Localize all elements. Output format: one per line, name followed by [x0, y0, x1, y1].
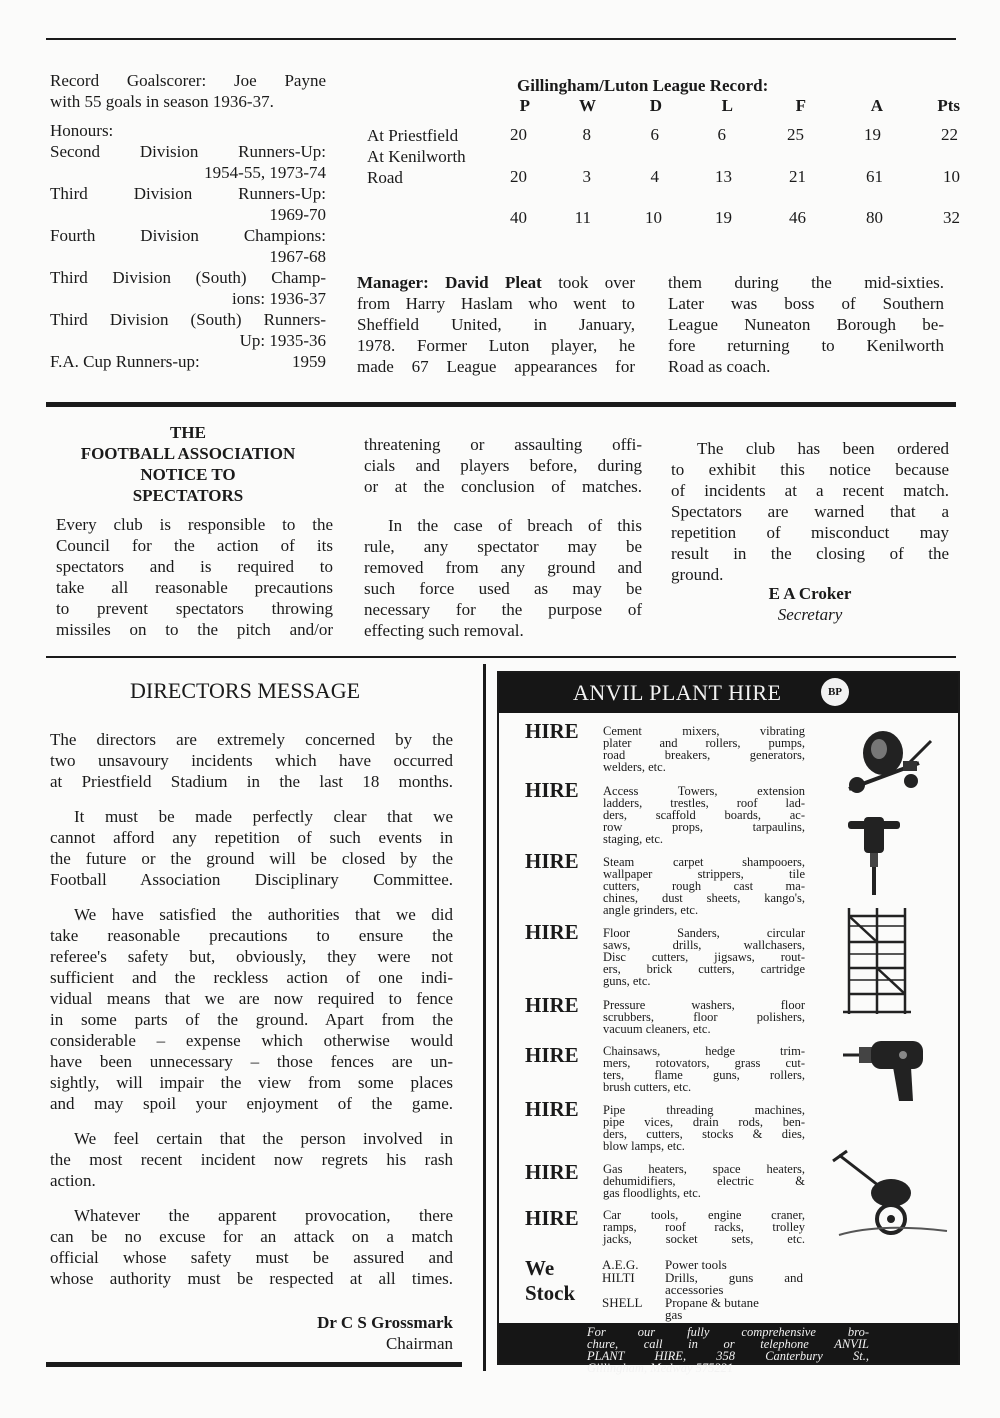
- hire-item: Pressure washers, floor scrubbers, floor polishers, vacuum cleaners, etc.: [603, 998, 805, 1036]
- manager-label: Manager:: [357, 273, 429, 292]
- stock-item: A.E.G. Power tools: [602, 1257, 727, 1272]
- fa-notice-col-1: Every club is responsible to the Council for the action of its spectators and is required to take all reasonable precautions to prevent spectators throwing missiles on to the pitch and/or: [56, 515, 333, 639]
- column-divider: [483, 664, 486, 1371]
- col-header: F: [795, 96, 806, 115]
- scaffold-icon: [841, 906, 913, 1016]
- table-cell: 19: [715, 208, 732, 227]
- hire-label: HIRE: [525, 1206, 579, 1230]
- table-cell: 40: [510, 208, 527, 227]
- section-divider: [46, 402, 956, 407]
- directors-heading: DIRECTORS MESSAGE: [130, 678, 361, 703]
- table-cell: 3: [582, 167, 591, 186]
- rotovator-icon: [819, 1149, 949, 1239]
- hire-label: HIRE: [525, 1097, 579, 1121]
- col-header: W: [579, 96, 596, 115]
- hire-item: Pipe threading machines, pipe vices, drain rods, ben- ders, cutters, stocks & dies, blow lamps, etc.: [603, 1103, 805, 1153]
- hire-item: Chainsaws, hedge trim- mers, rotovators, grass cut- ters, flame guns, rollers, brush cutters, etc.: [603, 1044, 805, 1094]
- table-cell: 20: [510, 167, 527, 186]
- table-cell: 80: [866, 208, 883, 227]
- top-rule: [46, 38, 956, 40]
- paragraph: We feel certain that the person involved in the most recent incident now regrets his rash action.: [50, 1129, 453, 1190]
- hire-item: Gas heaters, space heaters, dehumidifiers, electric & gas floodlights, etc.: [603, 1162, 805, 1200]
- hire-label: HIRE: [525, 719, 579, 743]
- col-header: Pts: [937, 96, 960, 115]
- record-section: [50, 70, 326, 372]
- table-cell: 25: [787, 125, 804, 144]
- paragraph: We have satisfied the authorities that we did take reasonable precautions to ensure the referee's safety but, obviously, they were not sufficient and the reckless action of one indi- vidual means that we are now required to fence in some parts of the ground. Apart from the considerable – expense which otherwise would have been unnecessary – those fences are un- sightly, will impair the view from some places and may spoil your enjoyment of the game.: [50, 905, 453, 1113]
- paragraph: Whatever the apparent provocation, there can be no excuse for an attack on a match official whose safety must be assured and whose authority must be respected at all times.: [50, 1206, 453, 1288]
- table-cell: 13: [715, 167, 732, 186]
- directors-signatory: Dr C S Grossmark: [317, 1313, 453, 1332]
- drill-icon: [841, 1033, 929, 1105]
- hire-item: Floor Sanders, circular saws, drills, wallchasers, Disc cutters, jigsaws, rout- ers, brick cutters, cartridge guns, etc.: [603, 926, 805, 988]
- hire-label: HIRE: [525, 849, 579, 873]
- venue-label: At Kenilworth: [367, 147, 466, 166]
- honour-item: Third Division (South) Runners- Up: 1935-36: [50, 310, 326, 350]
- honour-item: Fourth Division Champions: 1967-68: [50, 226, 326, 266]
- col-header: A: [870, 96, 883, 115]
- fa-signatory: E A Croker: [768, 584, 852, 603]
- ad-footer: For our fully comprehensive bro- chure, call in or telephone ANVIL PLANT HIRE, 358 Canterbury St., Gillingham, Medway 575221: [499, 1323, 958, 1363]
- table-cell: 10: [943, 167, 960, 186]
- fa-notice-col-3: The club has been ordered to exhibit this notice because of incidents at a recent match. Spectators are warned that a repetition of misconduct may result in the closing of the ground.: [671, 439, 949, 584]
- col-header: P: [519, 96, 530, 115]
- hire-item: Steam carpet shampooers, wallpaper strippers, tile cutters, rough cast ma- chines, dust sheets, kango's, angle grinders, etc.: [603, 855, 805, 917]
- fa-signatory-title: Secretary: [777, 605, 843, 624]
- table-cell: 32: [943, 208, 960, 227]
- venue-label: Road: [367, 168, 403, 187]
- fa-notice-heading: THE FOOTBALL ASSOCIATION NOTICE TO SPECTATORS: [80, 423, 296, 505]
- honour-item: Third Division Runners-Up: 1969-70: [50, 184, 326, 224]
- hire-label: HIRE: [525, 993, 579, 1017]
- honour-item: Third Division (South) Champ- ions: 1936-37: [50, 268, 326, 308]
- honours-label: Honours:: [50, 121, 114, 140]
- paragraph: The directors are extremely concerned by the two unsavoury incidents which have occurred at Priestfield Stadium in the last 18 months.: [50, 730, 453, 791]
- table-cell: 22: [941, 125, 958, 144]
- we-stock-label: We Stock: [525, 1256, 576, 1305]
- col-header: L: [721, 96, 733, 115]
- hire-item: Access Towers, extension ladders, trestles, roof lad- ders, scaffold boards, ac- row props, tarpaulins, staging, etc.: [603, 784, 805, 846]
- hire-item: Car tools, engine craner, ramps, roof racks, trolley jacks, socket sets, etc.: [603, 1208, 805, 1246]
- directors-message: [50, 729, 453, 1289]
- table-cell: 46: [789, 208, 806, 227]
- table-cell: 8: [582, 125, 591, 144]
- stock-item: SHELL Propane & butane gas: [602, 1294, 759, 1322]
- stock-item: HILTI Drills, guns and accessories: [602, 1269, 803, 1297]
- honour-item: Second Division Runners-Up: 1954-55, 1973-74: [50, 142, 326, 182]
- fa-notice-col-2: threatening or assaulting offi- cials and players before, during or at the conclusion of matches. In the case of breach of this rule, any spectator may be removed from any ground and such force used as may be necessary for the purpose of effecting such removal.: [364, 435, 642, 640]
- breaker-icon: [844, 813, 904, 898]
- manager-name: David Pleat: [445, 273, 542, 292]
- table-cell: 19: [864, 125, 881, 144]
- table-cell: 61: [866, 167, 883, 186]
- hire-label: HIRE: [525, 920, 579, 944]
- stock-list: [602, 1259, 808, 1322]
- directors-signatory-title: Chairman: [385, 1334, 453, 1353]
- table-cell: 20: [510, 125, 527, 144]
- manager-col-1: Manager: David Pleat took over from Harry Haslam who went to Sheffield United, in January, 1978. Former Luton player, he made 67 League appearances for: [357, 273, 636, 376]
- table-cell: 4: [650, 167, 659, 186]
- venue-label: At Priestfield: [367, 126, 459, 145]
- ad-header: [499, 673, 958, 713]
- bp-logo-icon: BP: [821, 678, 849, 706]
- hire-label: HIRE: [525, 1043, 579, 1067]
- section-divider: [46, 656, 956, 658]
- table-cell: 6: [650, 125, 659, 144]
- hire-label: HIRE: [525, 778, 579, 802]
- table-cell: 6: [717, 125, 726, 144]
- cement-mixer-icon: [839, 723, 939, 797]
- league-record-title: Gillingham/Luton League Record:: [517, 76, 769, 95]
- paragraph: It must be made perfectly clear that we cannot afford any repetition of such events in the future or the ground will be closed by the Football Association Disciplinary Committee.: [50, 807, 453, 889]
- hire-label: HIRE: [525, 1160, 579, 1184]
- goalscorer-line-1: Record Goalscorer: Joe Payne: [50, 71, 326, 90]
- fa-cup-line: F.A. Cup Runners-up: 1959: [50, 352, 326, 371]
- hire-item: Cement mixers, vibrating plater and rollers, pumps, road breakers, generators, welders, etc.: [603, 724, 805, 774]
- table-cell: 21: [789, 167, 806, 186]
- manager-col-2: them during the mid-sixties. Later was boss of Southern League Nuneaton Borough be- fore returning to Kenilworth Road as coach.: [668, 273, 944, 376]
- anvil-plant-hire-ad: [497, 671, 960, 1375]
- ad-title: ANVIL PLANT HIRE: [573, 680, 782, 705]
- table-cell: 10: [645, 208, 662, 227]
- goalscorer-line-2: with 55 goals in season 1936-37.: [50, 92, 274, 111]
- bottom-rule: [46, 1362, 462, 1367]
- table-cell: 11: [574, 208, 591, 227]
- col-header: D: [649, 96, 662, 115]
